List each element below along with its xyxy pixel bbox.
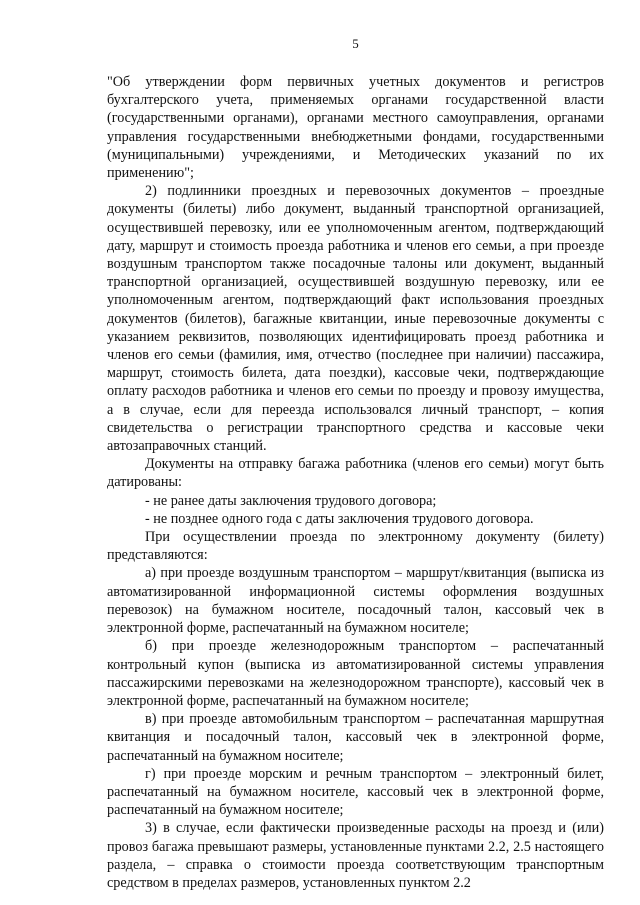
paragraph-subitem-v-road: в) при проезде автомобильным транспортом – распечатанная маршрутная квитанция и посадочный талон, кассовый чек в электронной форме, распечатанный на бумажном носителе; [107, 711, 604, 764]
paragraph-electronic-ticket: При осуществлении проезда по электронному документу (билету) представляются: [107, 529, 604, 564]
list-item-not-earlier: - не ранее даты заключения трудового договора; [145, 492, 437, 509]
paragraph-item-3-excess-costs: 3) в случае, если фактически произведенные расходы на проезд и (или) провоз багажа превышают размеры, установленные пунктами 2.2, 2.5 настоящего раздела, – справка о стоимости проезда соответствующим транспортным средством в пределах размеров, установленных пунктом 2.2 [107, 820, 604, 891]
list-item-not-later: - не позднее одного года с даты заключения трудового договора. [145, 510, 534, 527]
paragraph-subitem-g-sea-river: г) при проезде морским и речным транспортом – электронный билет, распечатанный на бумажном носителе, кассовый чек в электронной форме, распечатанный на бумажном носителе; [107, 765, 604, 819]
paragraph-subitem-b-rail: б) при проезде железнодорожным транспортом – распечатанный контрольный купон (выписка из автоматизированной системы управления пассажирскими перевозками на железнодорожном транспорте), кассовый чек в электронной форме, распечатанный на бумажном носителе; [107, 638, 604, 709]
page-number: 5 [352, 36, 359, 51]
paragraph-baggage-documents: Документы на отправку багажа работника (членов его семьи) могут быть датированы: [107, 456, 604, 491]
paragraph-subitem-a-air: а) при проезде воздушным транспортом – маршрут/квитанция (выписка из автоматизированной информационной системы оформления воздушных перевозок) на бумажном носителе, посадочный талон, кассовый чек в электронной форме, распечатанный на бумажном носителе; [107, 565, 604, 637]
paragraph-item-2-original-documents: 2) подлинники проездных и перевозочных документов – проездные документы (билеты) либо документ, выданный транспортной организацией, осуществившей перевозку, или ее уполномоченным агентом, подтверждающий дату, маршрут и стоимость проезда работника и членов его семьи, а при проезде воздушным транспортом также посадочные талоны или документ, выданный транспортной организацией, осуществившей воздушную перевозку, или ее уполномоченным агентом, подтверждающий факт использования проездных документов (билетов), багажные квитанции, иные перевозочные документы с указанием реквизитов, позволяющих идентифицировать проезд работника и членов его семьи (фамилия, имя, отчество (последнее при наличии) пассажира, маршрут, стоимость билета, дата поездки), кассовые чеки, подтверждающие оплату расходов работника и членов его семьи по проезду и провозу имущества, а в случае, если для переезда использовался личный транспорт, – копия свидетельства о регистрации транспортного средства и кассовые чеки автозаправочных станций. [107, 183, 604, 455]
paragraph-order-reference: "Об утверждении форм первичных учетных документов и регистров бухгалтерского учета, применяемых органами государственной власти (государственными органами), органами местного самоуправления, органами управления государственными внебюджетными фондами, государственными (муниципальными) учреждениями, и Методических указаний по их применению"; [107, 74, 604, 182]
